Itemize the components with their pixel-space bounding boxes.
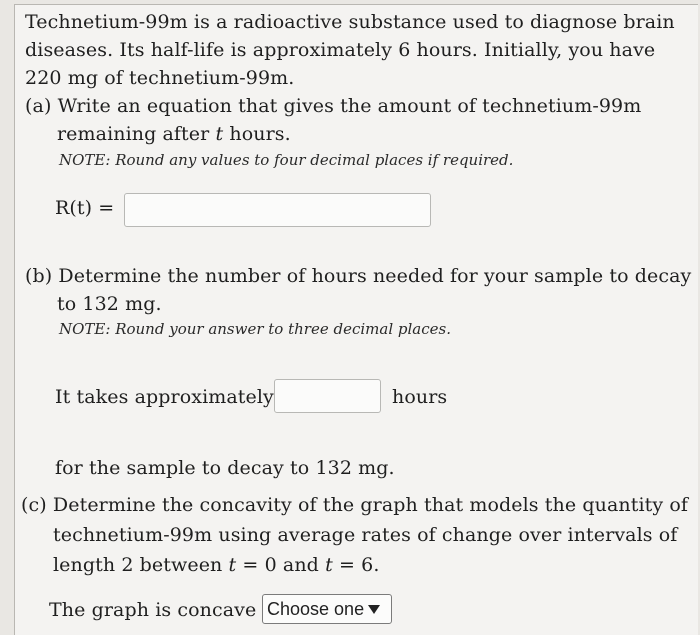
part-c-var-t-1: t <box>228 554 237 576</box>
concave-label: The graph is concave <box>49 599 257 621</box>
intro-line-3: 220 mg of technetium-99m. <box>25 67 295 89</box>
part-c-line-3 <box>53 554 379 576</box>
chevron-down-icon <box>368 605 380 614</box>
concavity-select-value: Choose one <box>267 598 365 619</box>
part-a-line-2-suffix: hours. <box>223 123 291 145</box>
part-b-line-1: (b) Determine the number of hours needed for your sample to decay <box>25 265 692 287</box>
part-a-line-1: (a) Write an equation that gives the amount of technetium-99m <box>25 95 642 117</box>
part-a-line-2 <box>57 123 291 145</box>
part-c-line-3-suffix: = 6. <box>332 554 380 576</box>
part-b-prefix: It takes approximately <box>55 386 274 408</box>
part-a-label: R(t) = <box>55 197 115 219</box>
hours-answer-input[interactable] <box>274 379 381 413</box>
rt-equation-input[interactable] <box>124 193 431 227</box>
part-b-trailing: for the sample to decay to 132 mg. <box>55 457 395 479</box>
part-c-line-3-prefix: length 2 between <box>53 554 229 576</box>
part-a-line-2-prefix: remaining after <box>57 123 216 145</box>
concavity-select[interactable] <box>262 594 392 624</box>
part-b-line-2: to 132 mg. <box>57 293 162 315</box>
part-a-note: NOTE: Round any values to four decimal places if required. <box>59 151 514 169</box>
intro-line-1: Technetium-99m is a radioactive substance used to diagnose brain <box>25 11 675 33</box>
problem-panel <box>14 4 698 635</box>
intro-line-2: diseases. Its half-life is approximately 6 hours. Initially, you have <box>25 39 656 61</box>
part-c-line-3-mid: = 0 and <box>236 554 326 576</box>
part-b-unit: hours <box>392 386 448 408</box>
part-b-note: NOTE: Round your answer to three decimal places. <box>59 320 451 338</box>
part-c-var-t-2: t <box>325 554 333 576</box>
part-c-line-2: technetium-99m using average rates of change over intervals of <box>53 524 678 546</box>
part-a-var-t: t <box>215 123 224 145</box>
part-c-line-1: (c) Determine the concavity of the graph that models the quantity of <box>21 494 689 516</box>
